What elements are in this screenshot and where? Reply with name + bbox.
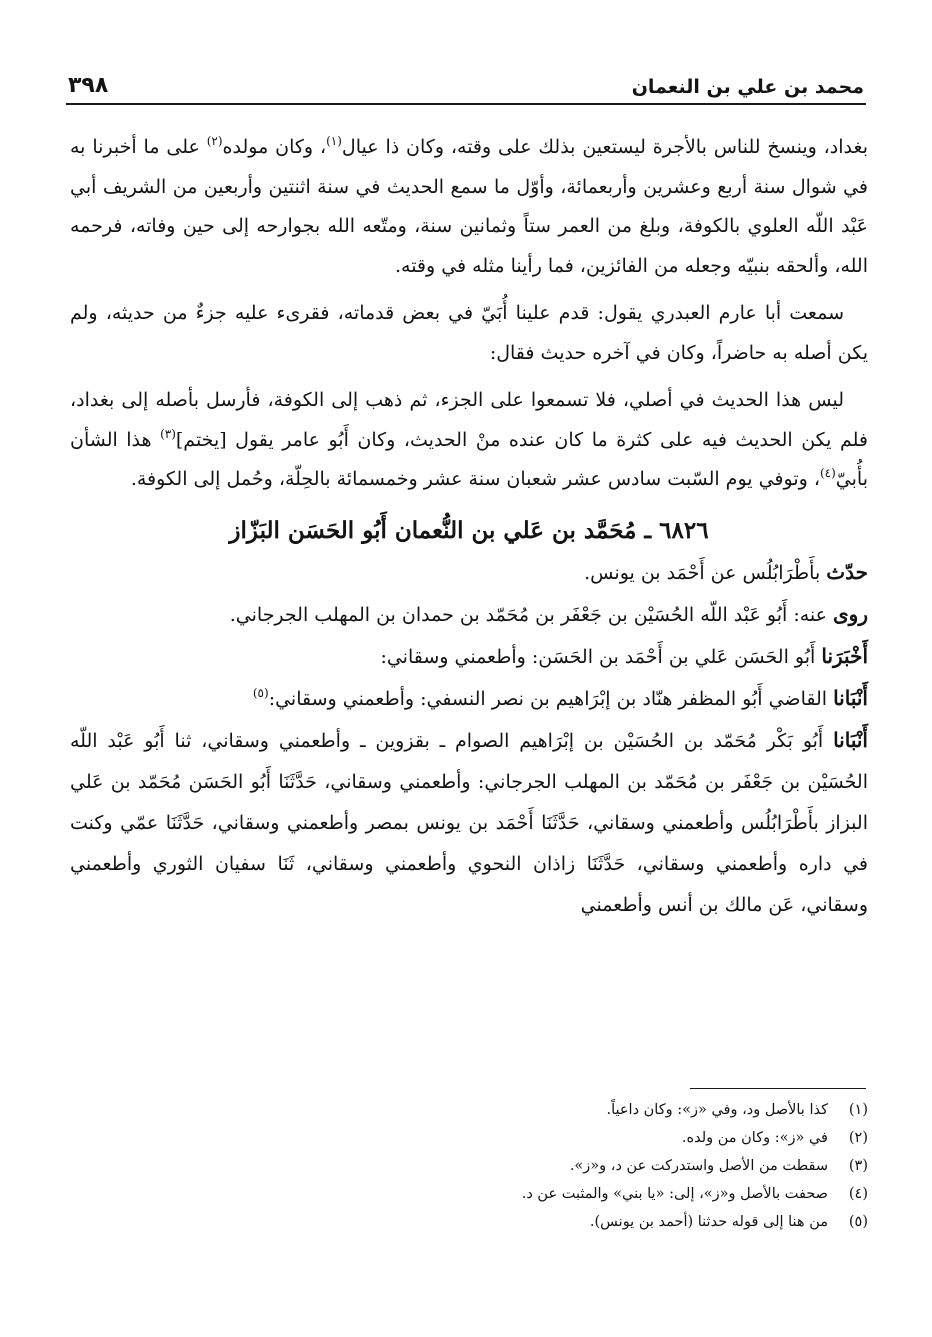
footnote-number: (٤) bbox=[848, 1186, 868, 1202]
footnote-item bbox=[70, 1124, 868, 1152]
footnote-text: من هنا إلى قوله حدثنا (أحمد بن يونس). bbox=[589, 1214, 828, 1230]
paragraph-quote: ليس هذا الحديث في أصلي، فلا تسمعوا على الجزء، ثم ذهب إلى الكوفة، فأرسل بأصله إلى بغداد، فلم يكن الحديث فيه على كثرة ما كان عنده منْ الحديث، وكان أَبُو عامر يقول [يختم]$^{(٣)}$ هذا الشأن بأُبيّ$^{(٤)}$، وتوفي يوم السّبت سادس عشر شعبان سنة عشر وخمسمائة بالحِلّة، وحُمل إلى الكوفة. bbox=[70, 389, 868, 490]
footnote-ref-2[interactable]: (٢) bbox=[206, 134, 223, 148]
footnote-ref-4[interactable]: (٤) bbox=[819, 466, 836, 480]
entry-line-akhbarana: أَخْبَرَنا أَبُو الحَسَن عَلي بن أَحْمَد بن الحَسَن: وأطعمني وسقاني: bbox=[380, 643, 868, 668]
footnote-ref-1[interactable]: (١) bbox=[326, 134, 342, 148]
entry-line-anbana-1: أَنْبَانا القاضي أَبُو المظفر هنّاد بن إبْرَاهيم بن نصر النسفي: وأطعمني وسقاني:$^{(٥)}$ bbox=[252, 685, 868, 710]
keyword: روى bbox=[833, 601, 868, 626]
entry-line-rawa: روى عنه: أَبُو عَبْد اللّه الحُسَيْن بن جَعْفَر بن مُحَمّد بن حمدان بن المهلب الجرجاني. bbox=[229, 601, 868, 626]
footnote-item bbox=[70, 1152, 868, 1180]
footnote-item bbox=[70, 1096, 868, 1124]
footnote-item bbox=[70, 1180, 868, 1208]
main-text bbox=[70, 128, 868, 926]
entry-heading: ٦٨٢٦ ـ مُحَمَّد بن عَلي بن النُّعمان أَبُو الحَسَن البَزّاز bbox=[229, 516, 709, 544]
keyword: حدّث bbox=[826, 559, 868, 584]
keyword: أَنْبَانا bbox=[833, 727, 868, 752]
footnote-item bbox=[70, 1208, 868, 1236]
page-header bbox=[68, 58, 864, 98]
footnote-number: (٣) bbox=[848, 1158, 868, 1174]
footnote-divider bbox=[690, 1088, 866, 1089]
paragraph-biography: بغداد، وينسخ للناس بالأجرة ليستعين بذلك على وقته، وكان ذا عيال$^{(١)}$، وكان مولده$^{(٢)}$ على ما أخبرنا به في شوال سنة أربع وعشرين وأربعمائة، وأوّل ما سمع الحديث في سنة اثنتين وأربعين من الشريف أبي عَبْد اللّه العلوي بالكوفة، وبلغ من العمر ستاً وثمانين سنة، ومتّعه الله بجوارحه إلى حين وفاته، فرحمه الله، وألحقه بنبيّه وجعله من الفائزين، فما رأينا مثله في وقته. bbox=[70, 134, 868, 277]
footnote-text: سقطت من الأصل واستدركت عن د، و«ز». bbox=[569, 1158, 828, 1174]
entry-line-anbana-2: أَنْبَانا أَبُو بَكْر مُحَمّد بن الحُسَيْن بن إبْرَاهيم الصوام ـ بقزوين ـ وأطعمني وسقاني، ثنا أَبُو عَبْد اللّه الحُسَيْن بن جَعْفَر بن مُحَمّد بن المهلب الجرجاني: وأطعمني وسقاني، حَدَّثَنَا أَبُو الحَسَن مُحَمّد بن عَلي البزاز بأَطْرَابُلُس وأطعمني وسقاني، حَدَّثَنَا أَحْمَد بن يونس بمصر وأطعمني وسقاني، حَدَّثَنَا عمّي وكنت في داره وأطعمني وسقاني، حَدَّثَنَا زاذان النحوي وأطعمني وسقاني، ثَنَا سفيان الثوري وأطعمني وسقاني، عَن مالك بن أنس وأطعمني bbox=[70, 727, 868, 916]
footnote-text: كذا بالأصل ود، وفي «ز»: وكان داعياً. bbox=[606, 1102, 828, 1118]
keyword: أَخْبَرَنا bbox=[821, 643, 868, 668]
running-title: محمد بن علي بن النعمان bbox=[631, 76, 864, 98]
keyword: أَنْبَانا bbox=[833, 685, 868, 710]
entry-line-hadath: حدّث بأَطْرَابُلُس عن أَحْمَد بن يونس. bbox=[584, 559, 868, 584]
header-divider bbox=[66, 103, 866, 105]
footnote-number: (٥) bbox=[848, 1214, 868, 1230]
footnote-ref-3[interactable]: (٣) bbox=[160, 426, 176, 441]
footnote-number: (١) bbox=[848, 1102, 868, 1118]
footnotes bbox=[70, 1096, 868, 1236]
footnote-text: صحفت بالأصل و«ز»، إلى: «يا بني» والمثبت عن د. bbox=[521, 1186, 828, 1202]
footnote-text: في «ز»: وكان من ولده. bbox=[681, 1130, 828, 1146]
footnote-ref-5[interactable]: (٥) bbox=[252, 685, 269, 700]
footnote-number: (٢) bbox=[848, 1130, 868, 1146]
page-number: ٣٩٨ bbox=[68, 73, 109, 98]
paragraph-narration: سمعت أبا عارم العبدري يقول: قدم علينا أُبَيّ في بعض قدماته، فقرىء عليه جزءٌ من حديثه، ولم يكن أصله به حاضراً، وكان في آخره حديث فقال: bbox=[70, 302, 868, 364]
